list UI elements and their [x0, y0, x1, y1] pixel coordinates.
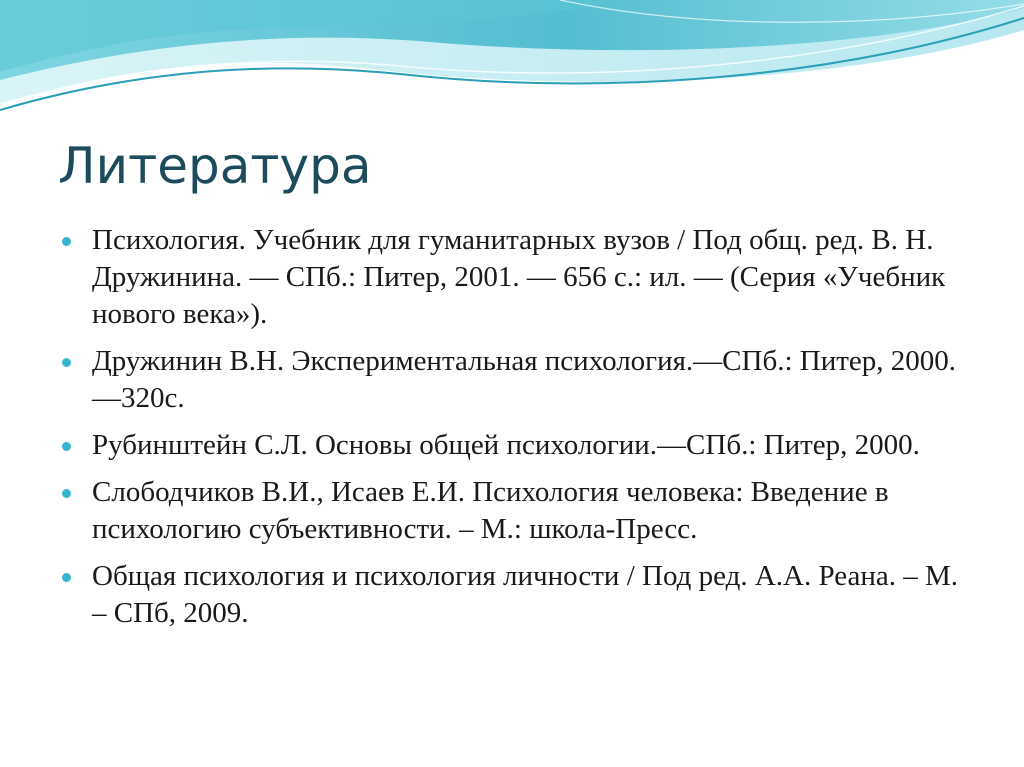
reference-text: Рубинштейн С.Л. Основы общей психологии.—СПб.: Питер, 2000. — [92, 429, 920, 461]
reference-text: Дружинин В.Н. Экспериментальная психология.—СПб.: Питер, 2000.—320с. — [92, 345, 957, 414]
list-item — [60, 343, 960, 417]
bullet-icon — [62, 237, 71, 246]
reference-list — [60, 222, 960, 642]
list-item — [60, 474, 960, 548]
reference-text: Общая психология и психология личности / Под ред. А.А. Реана. – М. – СПб, 2009. — [92, 560, 959, 629]
reference-text: Слободчиков В.И., Исаев Е.И. Психология человека: Введение в психологию субъективности. – М.: школа-Пресс. — [92, 476, 889, 545]
list-item — [60, 222, 960, 333]
bullet-icon — [62, 573, 71, 582]
header-wave-decoration — [0, 0, 1024, 130]
list-item — [60, 558, 960, 632]
slide-title: Литература — [58, 137, 372, 195]
bullet-icon — [62, 358, 71, 367]
list-item — [60, 427, 960, 464]
bullet-icon — [62, 442, 71, 451]
reference-text: Психология. Учебник для гуманитарных вузов / Под общ. ред. В. Н. Дружинина. — СПб.: Питер, 2001. — 656 с.: ил. — (Серия «Учебник нового века»). — [92, 224, 946, 330]
bullet-icon — [62, 489, 71, 498]
